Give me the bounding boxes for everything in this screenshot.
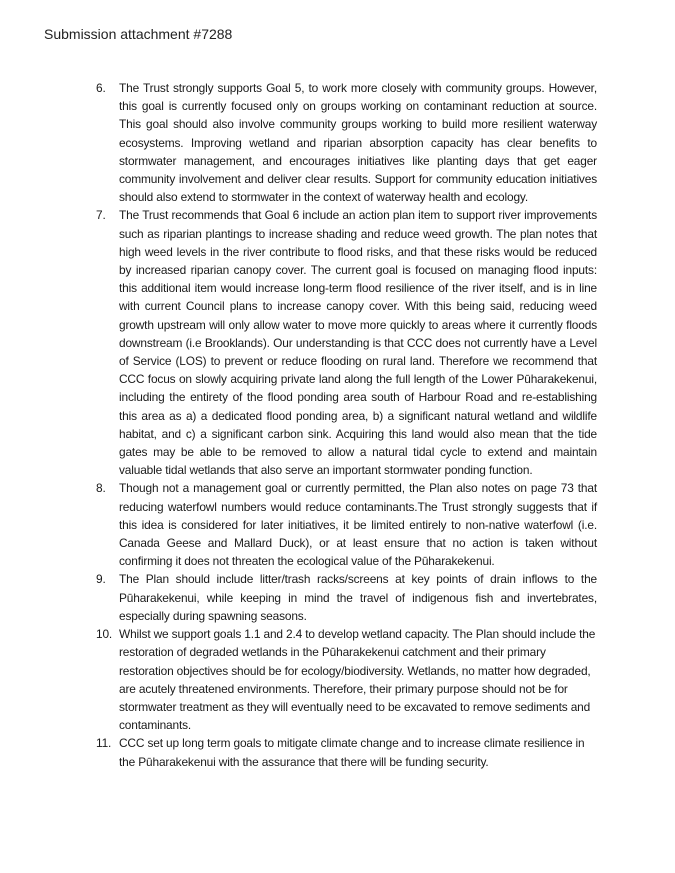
item-text: The Plan should include litter/trash racks/screens at key points of drain inflows to the Pūharakekenui, while keeping in mind the travel of indigenous fish and invertebrates, especially during spawning seasons. [119,572,597,623]
item-number: 10. [96,627,113,642]
item-text: The Trust strongly supports Goal 5, to work more closely with community groups. However, this goal is currently focused only on groups working on contaminant reduction at source. This goal should also involve community groups working to build more resilient waterway ecosystems. Improving wetland and riparian absorption capacity has clear benefits to stormwater management, and encourages initiatives like planting days that get eager community involvement and deliver clear results. Support for community education initiatives should also extend to stormwater in the context of waterway health and ecology. [119,81,597,205]
page-header: Submission attachment #7288 [44,26,233,42]
item-text: Whilst we support goals 1.1 and 2.4 to develop wetland capacity. The Plan should include the restoration of degraded wetlands in the Pūharakekenui catchment and their primary restoration objectives should be for ecology/biodiversity. Wetlands, no matter how degraded, are acutely threatened environments. Therefore, their primary purpose should not be for stormwater treatment as they will eventually need to be excavated to remove sediments and contaminants. [119,627,596,733]
list-item [96,734,597,770]
document-body [96,79,597,771]
list-item [96,479,597,570]
list-item [96,625,597,734]
list-item [96,79,597,206]
item-number: 8. [96,481,106,496]
item-number: 11. [96,736,112,751]
numbered-list [96,79,597,771]
item-text: The Trust recommends that Goal 6 include an action plan item to support river improvements such as riparian plantings to increase shading and reduce weed growth. The plan notes that high weed levels in the river contribute to flood risks, and that these risks would be reduced by increased riparian canopy cover. The current goal is focused on managing flood inputs: this additional item would increase long-term flood resilience of the river itself, and is in line with current Council plans to increase canopy cover. With this being said, reducing weed growth upstream will only allow water to move more quickly to areas where it currently floods downstream (i.e Brooklands). Our understanding is that CCC does not currently have a Level of Service (LOS) to prevent or reduce flooding on rural land. Therefore we recommend that CCC focus on slowly acquiring private land along the full length of the Lower Pūharakekenui, including the entirety of the flood ponding area south of Harbour Road and re-establishing this area as a) a dedicated flood ponding area, b) a significant natural wetland and wildlife habitat, and c) a significant carbon sink. Acquiring this land would also mean that the tide gates may be able to be removed to allow a natural tidal cycle to extend and maintain valuable tidal wetlands that also serve an important stormwater ponding function. [119,208,597,478]
item-text: Though not a management goal or currently permitted, the Plan also notes on page 73 that reducing waterfowl numbers would reduce contaminants.The Trust strongly suggests that if this idea is considered for later initiatives, it be limited entirely to non-native waterfowl (i.e. Canada Geese and Mallard Duck), or at least ensure that no action is taken without confirming it does not threaten the ecological value of the Pūharakekenui. [119,481,597,569]
list-item [96,570,597,625]
list-item [96,206,597,479]
item-number: 9. [96,572,106,587]
item-number: 7. [96,208,106,223]
item-text: CCC set up long term goals to mitigate climate change and to increase climate resilience in the Pūharakekenui with the assurance that there will be funding security. [119,736,585,769]
item-number: 6. [96,81,106,95]
